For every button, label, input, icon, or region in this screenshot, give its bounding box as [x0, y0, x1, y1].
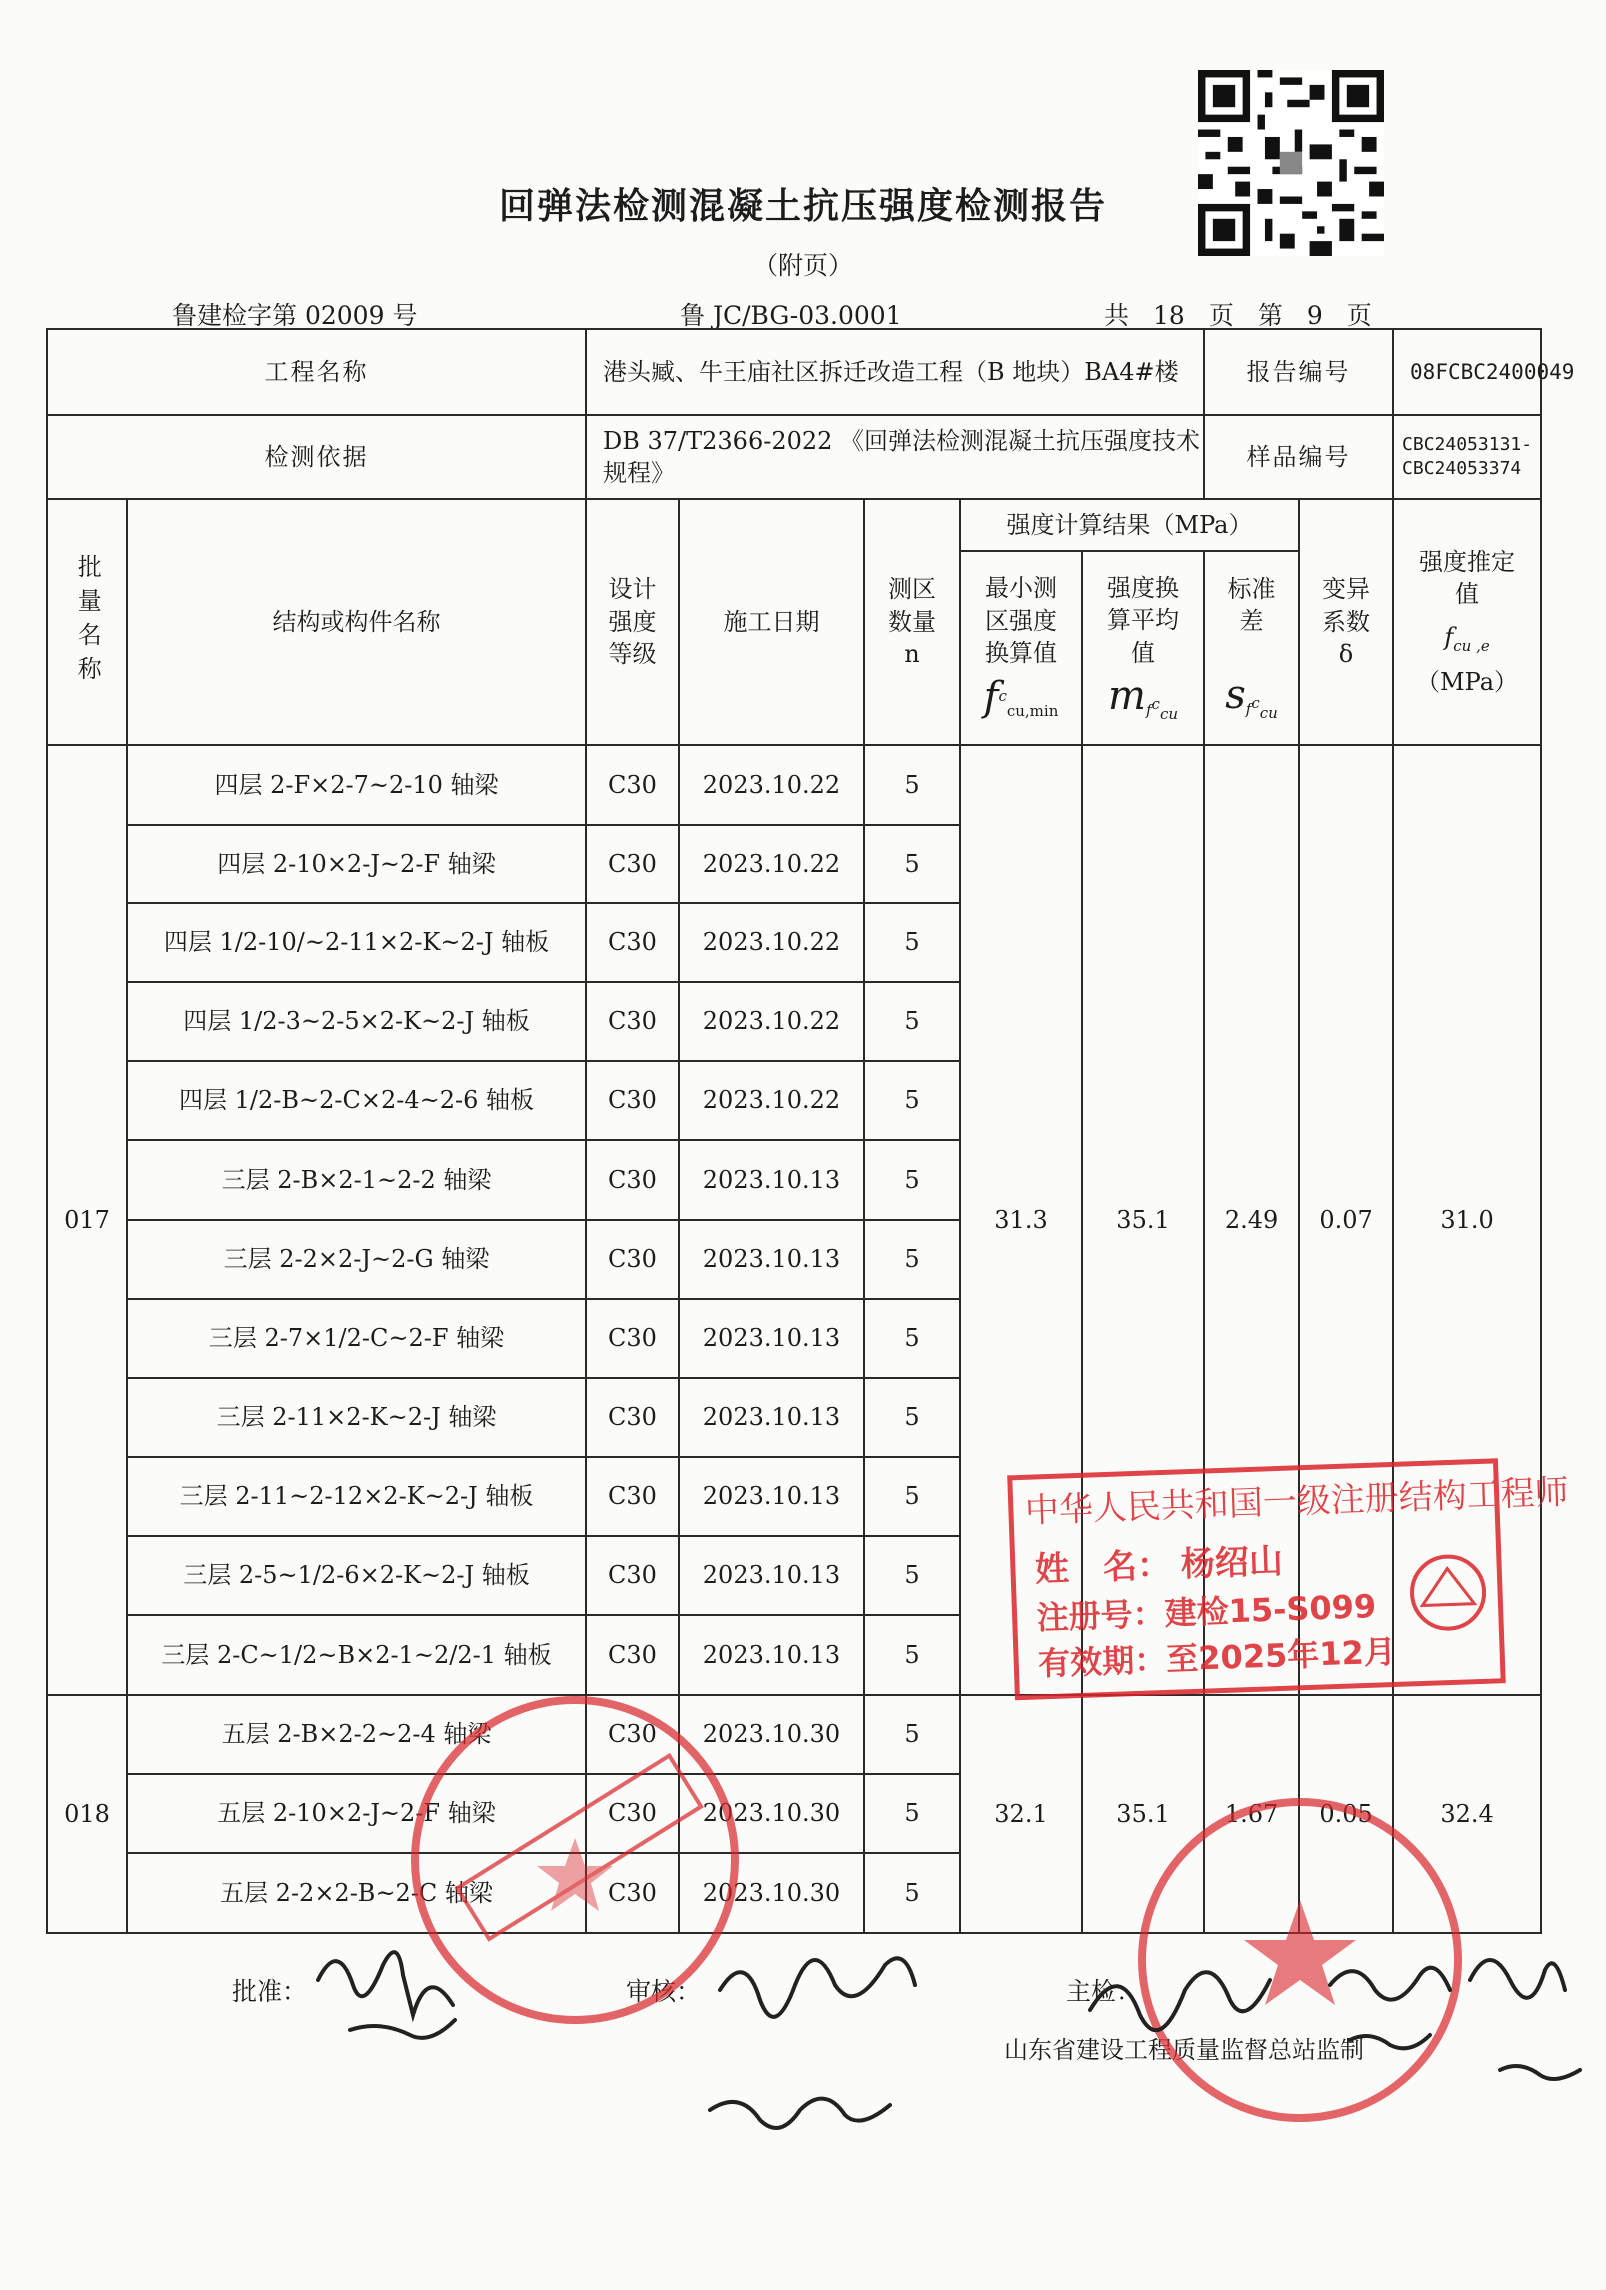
project-label: 工程名称	[47, 329, 586, 415]
zone-count: 5	[864, 1140, 960, 1220]
design-grade: C30	[586, 1061, 679, 1140]
member-name: 三层 2-5~1/2-6×2-K~2-J 轴板	[127, 1536, 586, 1615]
construction-date: 2023.10.30	[679, 1853, 864, 1933]
report-title: 回弹法检测混凝土抗压强度检测报告	[498, 186, 1107, 227]
member-name: 五层 2-B×2-2~2-4 轴梁	[127, 1695, 586, 1774]
member-name: 三层 2-2×2-J~2-G 轴梁	[127, 1220, 586, 1299]
header-est	[1393, 499, 1541, 745]
zone-count: 5	[864, 1061, 960, 1140]
design-grade: C30	[586, 1457, 679, 1536]
construction-date: 2023.10.22	[679, 982, 864, 1061]
project-value: 港头臧、牛王庙社区拆迁改造工程（B 地块）BA4#楼	[586, 329, 1204, 415]
engineer-reg-label: 注册号：	[1036, 1594, 1166, 1637]
member-name: 四层 1/2-B~2-C×2-4~2-6 轴板	[127, 1061, 586, 1140]
basis-label: 检测依据	[47, 415, 586, 499]
header-est-unit: （MPa）	[1416, 667, 1518, 696]
sample-no-label: 样品编号	[1204, 415, 1393, 499]
design-grade: C30	[586, 903, 679, 982]
cov-value: 0.05	[1299, 1695, 1393, 1933]
header-est-label: 强度推定值	[1419, 547, 1516, 609]
member-name: 三层 2-7×1/2-C~2-F 轴梁	[127, 1299, 586, 1378]
zone-count: 5	[864, 1536, 960, 1615]
zone-count: 5	[864, 1457, 960, 1536]
design-grade: C30	[586, 1615, 679, 1695]
engineer-valid: 至2025年12月	[1165, 1632, 1397, 1679]
batch-name: 018	[47, 1695, 127, 1933]
cov-value: 0.07	[1299, 745, 1393, 1695]
header-std-label: 标准差	[1227, 575, 1276, 636]
header-cov-symbol: δ	[1338, 640, 1354, 669]
report-subtitle: （附页）	[752, 251, 853, 280]
header-cov	[1299, 499, 1393, 745]
engineer-name: 杨绍山	[1180, 1541, 1284, 1585]
engineer-valid-label: 有效期：	[1037, 1640, 1167, 1683]
member-name: 三层 2-B×2-1~2-2 轴梁	[127, 1140, 586, 1220]
header-count	[864, 499, 960, 745]
design-grade: C30	[586, 982, 679, 1061]
zone-count: 5	[864, 825, 960, 903]
batch-name: 017	[47, 745, 127, 1695]
header-std-symbol: $s_{f^c_{cu}}$	[1225, 671, 1278, 722]
member-name: 四层 1/2-3~2-5×2-K~2-J 轴板	[127, 982, 586, 1061]
avg-value: 35.1	[1082, 1695, 1204, 1933]
design-grade: C30	[586, 745, 679, 825]
page-total-label: 共	[1104, 301, 1130, 330]
design-grade: C30	[586, 1140, 679, 1220]
design-grade: C30	[586, 1378, 679, 1457]
design-grade: C30	[586, 1299, 679, 1378]
zone-count: 5	[864, 1378, 960, 1457]
construction-date: 2023.10.22	[679, 903, 864, 982]
header-date: 施工日期	[679, 499, 864, 745]
page-current: 9	[1306, 301, 1323, 330]
zone-count: 5	[864, 745, 960, 825]
member-name: 三层 2-11~2-12×2-K~2-J 轴板	[127, 1457, 586, 1536]
form-number: 鲁 JC/BG-03.0001	[680, 301, 902, 330]
member-name: 五层 2-10×2-J~2-F 轴梁	[127, 1774, 586, 1853]
header-group: 强度计算结果（MPa）	[960, 499, 1299, 551]
station-footer: 山东省建设工程质量监督总站监制	[1004, 2036, 1364, 2064]
header-avg-label: 强度换算平均值	[1107, 573, 1180, 667]
construction-date: 2023.10.13	[679, 1140, 864, 1220]
engineer-reg: 建检15-S099	[1163, 1587, 1377, 1633]
approve-label: 批准：	[232, 1977, 308, 2006]
zone-count: 5	[864, 1695, 960, 1774]
zone-count: 5	[864, 1299, 960, 1378]
header-avg	[1082, 551, 1204, 745]
std-value: 2.49	[1204, 745, 1299, 1695]
design-grade: C30	[586, 1536, 679, 1615]
member-name: 四层 2-10×2-J~2-F 轴梁	[127, 825, 586, 903]
design-grade: C30	[586, 1774, 679, 1853]
construction-date: 2023.10.22	[679, 745, 864, 825]
member-name: 五层 2-2×2-B~2-C 轴梁	[127, 1853, 586, 1933]
zone-count: 5	[864, 982, 960, 1061]
zone-count: 5	[864, 1220, 960, 1299]
zone-count: 5	[864, 903, 960, 982]
construction-date: 2023.10.13	[679, 1536, 864, 1615]
member-name: 四层 2-F×2-7~2-10 轴梁	[127, 745, 586, 825]
zone-count: 5	[864, 1774, 960, 1853]
construction-date: 2023.10.13	[679, 1220, 864, 1299]
header-min-symbol: $f^c_{cu,min}$	[983, 673, 1059, 720]
page-indicator	[1092, 296, 1384, 332]
cert-number: 鲁建检字第 02009 号	[172, 301, 418, 330]
construction-date: 2023.10.30	[679, 1774, 864, 1853]
avg-value: 35.1	[1082, 745, 1204, 1695]
engineer-name-label: 姓 名：	[1034, 1545, 1172, 1590]
min-value: 31.3	[960, 745, 1082, 1695]
construction-date: 2023.10.30	[679, 1695, 864, 1774]
design-grade: C30	[586, 825, 679, 903]
report-no-label: 报告编号	[1204, 329, 1393, 415]
table-row	[47, 745, 1541, 825]
review-label: 审核：	[626, 1977, 702, 2006]
member-name: 四层 1/2-10/~2-11×2-K~2-J 轴板	[127, 903, 586, 982]
est-value: 31.0	[1393, 745, 1541, 1695]
header-cov-label: 变异系数	[1322, 575, 1371, 636]
design-grade: C30	[586, 1695, 679, 1774]
min-value: 32.1	[960, 1695, 1082, 1933]
page-unit: 页	[1346, 301, 1372, 330]
engineer-stamp-title: 中华人民共和国一级注册结构工程师	[1024, 1472, 1570, 1532]
header-member: 结构或构件名称	[127, 499, 586, 745]
zone-count: 5	[864, 1853, 960, 1933]
design-grade: C30	[586, 1853, 679, 1933]
report-no-value: 08FCBC2400049	[1393, 329, 1541, 415]
header-count-label: 测区数量	[888, 575, 936, 636]
page-total: 18	[1153, 301, 1185, 330]
member-name: 三层 2-11×2-K~2-J 轴梁	[127, 1378, 586, 1457]
page-unit: 页	[1208, 301, 1234, 330]
construction-date: 2023.10.13	[679, 1615, 864, 1695]
handwritten-signatures	[318, 1952, 1580, 2128]
design-grade: C30	[586, 1220, 679, 1299]
page-current-label: 第	[1257, 301, 1283, 330]
basis-value: DB 37/T2366-2022 《回弹法检测混凝土抗压强度技术规程》	[586, 415, 1204, 499]
header-count-symbol: n	[904, 640, 920, 669]
table-row	[47, 1695, 1541, 1774]
header-avg-symbol: $m_{f^c_{cu}}$	[1108, 673, 1178, 723]
header-min-label: 最小测区强度换算值	[985, 574, 1057, 668]
header-est-symbol: $f_{cu ,e}$	[1444, 622, 1490, 655]
std-value: 1.67	[1204, 1695, 1299, 1933]
construction-date: 2023.10.13	[679, 1457, 864, 1536]
zone-count: 5	[864, 1615, 960, 1695]
member-name: 三层 2-C~1/2~B×2-1~2/2-1 轴板	[127, 1615, 586, 1695]
check-label: 主检：	[1066, 1977, 1142, 2006]
construction-date: 2023.10.13	[679, 1378, 864, 1457]
est-value: 32.4	[1393, 1695, 1541, 1933]
sample-no-value: CBC24053131-CBC24053374	[1393, 415, 1541, 499]
report-table	[46, 328, 1575, 1934]
header-grade: 设计强度等级	[586, 499, 679, 745]
header-min	[960, 551, 1082, 745]
header-batch: 批量名称	[47, 499, 127, 745]
header-std	[1204, 551, 1299, 745]
construction-date: 2023.10.13	[679, 1299, 864, 1378]
construction-date: 2023.10.22	[679, 1061, 864, 1140]
construction-date: 2023.10.22	[679, 825, 864, 903]
